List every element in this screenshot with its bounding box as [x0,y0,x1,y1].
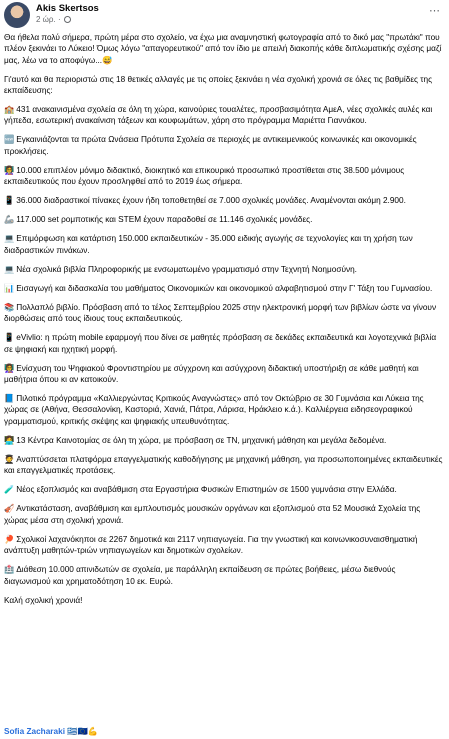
paragraph-emoji-icon: 🏫 [4,105,15,115]
post-time[interactable]: 2 ώρ. [36,15,56,24]
footer-emoji: 🇬🇷🇪🇺💪 [67,727,99,736]
paragraph-text: Καλή σχολική χρονιά! [4,595,83,605]
paragraph-text: Διάθεση 10.000 απινιδωτών σε σχολεία, με παράλληλη εκπαίδευση σε πρώτες βοήθειες, μέσω διεθνούς διαγωνισμού και χρηματοδότηση 10 εκ. Ευρώ. [4,565,396,586]
post-paragraph [4,233,444,256]
paragraph-emoji-icon: 📱 [4,333,15,343]
post-paragraph [4,393,444,427]
paragraph-text: Εισαγωγή και διδασκαλία του μαθήματος Οικονομικών και οικονομικού αλφαβητισμού στην Γ' Τάξη του Γυμνασίου. [16,283,433,293]
paragraph-emoji-icon: 🆕 [4,135,15,145]
post-paragraph [4,534,444,557]
author-avatar[interactable] [4,2,30,28]
paragraph-text: Αναπτύσσεται πλατφόρμα επαγγελματικής καθοδήγησης με μηχανική μάθηση, για προσωποποιημένες εκπαιδευτικές και επαγγελματικές προτάσεις. [4,454,443,476]
paragraph-text: 10.000 επιπλέον μόνιμο διδακτικό, διοικητικό και επικουρικό προσωπικό προστίθεται στις 38.500 μόνιμους εκπαιδευτικούς που έχουν προσληφθεί από το 2019 έως σήμερα. [4,165,405,187]
paragraph-text: Ενίσχυση του Ψηφιακού Φροντιστηρίου με σύγχρονη και ασύγχρονη διδακτική υποστήριξη σε κάθε μαθητή και μαθήτρια όπου κι αν κατοικούν. [4,363,419,385]
paragraph-text: 117.000 set ρομποτικής και STEM έχουν παραδοθεί σε 11.146 σχολικές μονάδες. [16,215,313,225]
post-paragraph [4,435,444,446]
tagged-footer [4,727,98,737]
post-paragraph [4,32,444,66]
paragraph-emoji-icon: 👩‍🏫 [4,363,15,373]
paragraph-emoji-icon: 📘 [4,394,15,404]
paragraph-text: 13 Κέντρα Καινοτομίας σε όλη τη χώρα, με πρόσβαση σε ΤΝ, μηχανική μάθηση και μεγάλα δεδομένα. [16,435,387,445]
paragraph-text: Σχολικοί λαχανόκηποι σε 2267 δημοτικά και 2117 νηπιαγωγεία. Για την γνωστική και κοινωνικοσυναισθηματική ανάπτυξη μαθητών-τριών νηπιαγωγείων και δημοτικών σχολείων. [4,534,418,556]
paragraph-text: Πολλαπλό βιβλίο. Πρόσβαση από το τέλος Σεπτεμβρίου 2025 στην ηλεκτρονική μορφή των βιβλίων ώστε να γίνουν διορθώσεις από τους ίδιους τους εκπαιδευτικούς. [4,303,437,324]
post-paragraph [4,363,444,386]
post-paragraph [4,595,444,606]
post-meta: 2 ώρ. · [36,15,71,24]
paragraph-text: Γι'αυτό και θα περιοριστώ στις 18 θετικές αλλαγές με τις οποίες ξεκινάει η νέα σχολική χρονιά σε όλες τις βαθμίδες της εκπαίδευσης: [4,74,433,95]
paragraph-emoji-icon: 📊 [4,283,15,293]
paragraph-text: eVivlio: η πρώτη mobile εφαρμογή που δίνει σε μαθητές πρόσβαση σε δεκάδες εκπαιδευτικά και λογοτεχνικά βιβλία σε ψηφιακή και ηχητική μορφή. [4,333,437,354]
post-header [0,0,449,26]
paragraph-text: Θα ήθελα πολύ σήμερα, πρώτη μέρα στο σχολείο, να έχω μια αναμνηστική φωτογραφία από το δικό μας "πρωτάκι" που πλέον ξεκινάει το Λύκειο! Όμως λόγω "απαγορευτικού" από τον ίδιο με απειλή διακοπής κάθε διπλωματικής σχέσης μαζί μας, λέω να το αποφύγω...😅 [4,33,442,65]
paragraph-emoji-icon: 🏓 [4,534,15,544]
paragraph-emoji-icon: 👩‍💻 [4,435,15,445]
paragraph-emoji-icon: 🧑‍🎓 [4,454,15,464]
post-paragraph [4,564,444,587]
paragraph-emoji-icon: 💻 [4,234,15,244]
post-paragraph [4,165,444,188]
post-paragraph [4,332,444,355]
post-paragraph [4,454,444,477]
post-paragraph [4,484,444,495]
tagged-user-link[interactable]: Sofia Zacharaki [4,727,65,736]
post-body [4,32,444,614]
paragraph-emoji-icon: 📚 [4,303,15,313]
paragraph-emoji-icon: 🎻 [4,504,15,514]
more-options-icon[interactable]: ⋯ [429,5,441,17]
post-paragraph [4,264,444,275]
paragraph-text: Επιμόρφωση και κατάρτιση 150.000 εκπαιδευτικών - 35.000 ειδικής αγωγής σε τεχνολογίες και τη χρήση των διαδραστικών πινάκων. [4,234,413,255]
paragraph-text: Πιλοτικό πρόγραμμα «Καλλιεργώντας Κριτικούς Αναγνώστες» από τον Οκτώβριο σε 30 Γυμνάσια και Λύκεια της χώρας σε (Αθήνα, Θεσσαλονίκη, Καστοριά, Χανιά, Πάτρα, Λάρισα, Ηράκλειο κ.ά.). Καλλιέργεια ειδησεογραφικού γραμματισμού, κριτικής σκέψης και ψηφιακής υπευθυνότητας. [4,394,424,426]
author-name[interactable]: Akis Skertsos [36,3,99,14]
paragraph-emoji-icon: 🧪 [4,485,15,495]
paragraph-text: Νέος εξοπλισμός και αναβάθμιση στα Εργαστήρια Φυσικών Επιστημών σε 1500 γυμνάσια στην Ελλάδα. [16,485,397,495]
paragraph-emoji-icon: 🏥 [4,565,15,575]
post-paragraph [4,195,444,206]
paragraph-text: Νέα σχολικά βιβλία Πληροφορικής με ενσωματωμένο γραμματισμό στην Τεχνητή Νοημοσύνη. [16,264,357,274]
post-paragraph [4,302,444,325]
post-paragraph [4,74,444,97]
paragraph-text: 431 ανακαινισμένα σχολεία σε όλη τη χώρα, καινούριες τουαλέτες, προσβασιμότητα ΑμεΑ, νέες σχολικές αυλές και γήπεδα, εσωτερική ανακαίνιση τάξεων και κουφωμάτων, χάρη στο πρόγραμμα Μαριέττα Γιαννάκου. [4,105,433,126]
post-paragraph [4,214,444,225]
paragraph-text: Εγκαινιάζονται τα πρώτα Ωνάσεια Πρότυπα Σχολεία σε περιοχές με αντικειμενικούς κοινωνικές και οικονομικές προκλήσεις. [4,135,417,156]
paragraph-text: Αντικατάσταση, αναβάθμιση και εμπλουτισμός μουσικών οργάνων και εξοπλισμού στα 52 Μουσικά Σχολεία της χώρας μέσα στη σχολική χρονιά. [4,504,421,525]
post-paragraph [4,283,444,294]
post-paragraph [4,503,444,526]
paragraph-emoji-icon: 💻 [4,264,15,274]
paragraph-text: 36.000 διαδραστικοί πίνακες έχουν ήδη τοποθετηθεί σε 7.000 σχολικές μονάδες. Αναμένονται ακόμη 2.900. [16,196,406,206]
post-paragraph [4,104,444,127]
paragraph-emoji-icon: 🦾 [4,215,15,225]
paragraph-emoji-icon: 👩‍🏫 [4,165,15,175]
paragraph-emoji-icon: 📱 [4,196,15,206]
post-paragraph [4,134,444,157]
globe-icon [64,16,71,23]
